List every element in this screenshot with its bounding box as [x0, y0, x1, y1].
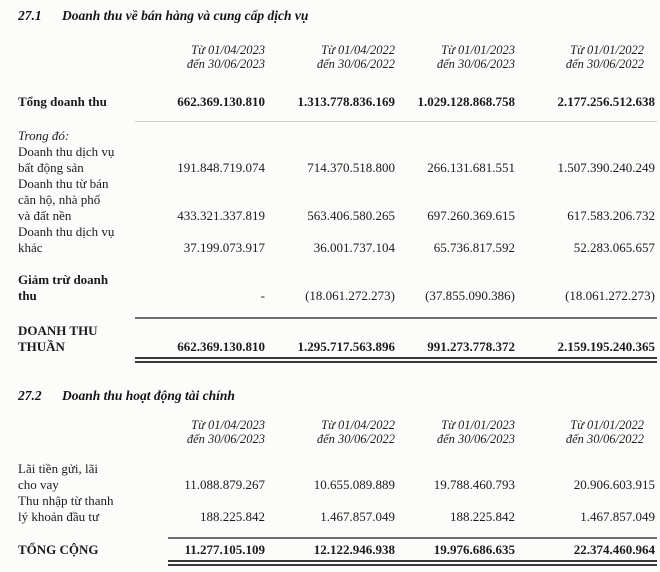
period-to: đến 30/06/2023	[186, 57, 265, 71]
section-number: 27.2	[18, 388, 42, 403]
amount-cell: 191.848.719.074	[177, 160, 265, 175]
amount-cell: 37.199.073.917	[183, 240, 265, 255]
period-to: đến 30/06/2023	[436, 57, 515, 71]
amount-cell: 1.467.857.049	[580, 509, 655, 524]
period-header-col3	[395, 418, 515, 446]
row-doanh-thu-dich-vu-bat-dong-san	[18, 144, 657, 176]
amount-cell: 433.321.337.819	[177, 208, 265, 223]
amount-cell: 11.277.105.109	[184, 542, 265, 557]
period-header-col4	[515, 418, 655, 446]
amount-cell: 617.583.206.732	[567, 208, 655, 223]
amount-cell: (18.061.272.273)	[305, 288, 395, 303]
period-from: Từ 01/01/2022	[570, 418, 644, 432]
period-from: Từ 01/04/2022	[321, 43, 395, 57]
amount-cell: (18.061.272.273)	[565, 288, 655, 303]
period-from: Từ 01/01/2023	[441, 418, 515, 432]
total-double-underline	[135, 357, 657, 363]
row-label: Doanh thu dịch vụ khác	[18, 224, 115, 255]
amount-cell: 1.467.857.049	[320, 509, 395, 524]
row-label: Doanh thu từ bán căn hộ, nhà phố và đất nền	[18, 176, 109, 223]
row-label: Giảm trừ doanh thu	[18, 272, 109, 303]
period-from: Từ 01/01/2022	[570, 43, 644, 57]
row-tong-cong	[18, 542, 657, 558]
amount-cell: 697.260.369.615	[427, 208, 515, 223]
row-lai-tien-gui-lai-cho-vay	[18, 461, 657, 493]
amount-cell: 19.976.686.635	[433, 542, 515, 557]
row-doanh-thu-thuan	[18, 323, 657, 355]
section-heading-27-2	[18, 387, 657, 404]
amount-cell: 1.295.717.563.896	[297, 339, 395, 354]
period-to: đến 30/06/2023	[186, 432, 265, 446]
period-from: Từ 01/04/2022	[321, 418, 395, 432]
row-tong-doanh-thu	[18, 94, 657, 110]
period-header-col1	[135, 43, 265, 71]
row-label: TỔNG CỘNG	[18, 542, 99, 557]
amount-cell: 188.225.842	[200, 509, 265, 524]
amount-cell: 36.001.737.104	[313, 240, 395, 255]
row-thu-nhap-thanh-ly-dau-tu	[18, 493, 657, 525]
amount-cell: 20.906.603.915	[573, 477, 655, 492]
section-title: Doanh thu hoạt động tài chính	[62, 388, 235, 403]
row-label: Trong đó:	[18, 128, 70, 143]
period-header-col1	[135, 418, 265, 446]
section-title: Doanh thu về bán hàng và cung cấp dịch vụ	[62, 8, 309, 23]
amount-cell: 11.088.879.267	[184, 477, 265, 492]
amount-cell: 662.369.130.810	[177, 339, 265, 354]
amount-cell: 12.122.946.938	[313, 542, 395, 557]
row-label: DOANH THU THUẦN	[18, 323, 98, 354]
section-number: 27.1	[18, 8, 42, 23]
grand-total-topline	[168, 537, 657, 539]
amount-cell: 714.370.518.800	[307, 160, 395, 175]
subtotal-topline	[135, 317, 657, 319]
period-from: Từ 01/04/2023	[191, 418, 265, 432]
grand-total-double-underline	[168, 560, 657, 566]
amount-cell: 1.029.128.868.758	[417, 94, 515, 109]
amount-cell: 1.507.390.240.249	[557, 160, 655, 175]
amount-cell: 2.177.256.512.638	[557, 94, 655, 109]
amount-cell: 52.283.065.657	[573, 240, 655, 255]
amount-cell: 65.736.817.592	[433, 240, 515, 255]
row-trong-do	[18, 128, 657, 144]
amount-cell: 19.788.460.793	[433, 477, 515, 492]
period-to: đến 30/06/2022	[316, 57, 395, 71]
period-to: đến 30/06/2023	[436, 432, 515, 446]
row-doanh-thu-dich-vu-khac	[18, 224, 657, 256]
period-header-col2	[265, 418, 395, 446]
row-giam-tru-doanh-thu	[18, 272, 657, 304]
amount-cell: 266.131.681.551	[427, 160, 515, 175]
period-header-col3	[395, 43, 515, 71]
period-header-col4	[515, 43, 655, 71]
amount-cell: 2.159.195.240.365	[557, 339, 655, 354]
period-header-row	[18, 418, 657, 446]
amount-cell: -	[260, 288, 265, 303]
section-27-1	[18, 7, 657, 363]
amount-cell: 10.655.089.889	[313, 477, 395, 492]
period-to: đến 30/06/2022	[565, 57, 644, 71]
period-to: đến 30/06/2022	[316, 432, 395, 446]
separator-line	[135, 121, 657, 122]
amount-cell: 662.369.130.810	[177, 94, 265, 109]
row-label: Tổng doanh thu	[18, 94, 107, 109]
amount-cell: (37.855.090.386)	[425, 288, 515, 303]
row-label: Doanh thu dịch vụ bất động sản	[18, 144, 115, 175]
section-27-2	[18, 387, 657, 566]
amount-cell: 22.374.460.964	[573, 542, 655, 557]
amount-cell: 563.406.580.265	[307, 208, 395, 223]
period-from: Từ 01/01/2023	[441, 43, 515, 57]
amount-cell: 1.313.778.836.169	[297, 94, 395, 109]
amount-cell: 188.225.842	[450, 509, 515, 524]
row-label: Lãi tiền gửi, lãi cho vay	[18, 461, 98, 492]
section-heading-27-1	[18, 7, 657, 24]
amount-cell: 991.273.778.372	[427, 339, 515, 354]
row-label: Thu nhập từ thanh lý khoản đầu tư	[18, 493, 114, 524]
period-header-row	[18, 43, 657, 71]
period-from: Từ 01/04/2023	[191, 43, 265, 57]
period-header-col2	[265, 43, 395, 71]
period-to: đến 30/06/2022	[565, 432, 644, 446]
row-doanh-thu-can-ho-nha-pho-dat-nen	[18, 176, 657, 224]
